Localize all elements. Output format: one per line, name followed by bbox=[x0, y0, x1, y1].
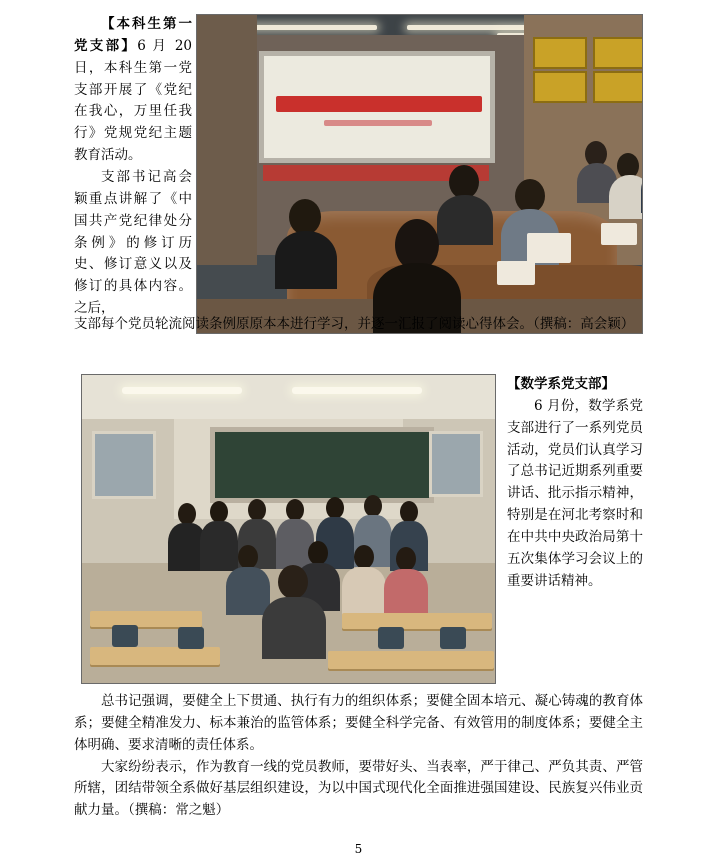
section2-headline: 【数学系党支部】 bbox=[507, 376, 615, 392]
section1-paragraph-1: 6 月 20 日，本科生第一党支部开展了《党纪在我心，万里任我行》党规党纪主题教育活动。 bbox=[74, 37, 193, 164]
section1-left-column bbox=[74, 14, 192, 320]
section2-body bbox=[74, 691, 643, 822]
section1-headline: 【本科生第一党支部】 bbox=[74, 16, 192, 54]
article-section-math-branch bbox=[74, 374, 643, 689]
page-number: 5 bbox=[354, 842, 363, 856]
classroom-photo bbox=[81, 374, 496, 684]
section1-paragraph-2: 支部书记高会颖重点讲解了《中国共产党纪律处分条例》的修订历史、修订意义以及修订的具体内容。之后， bbox=[74, 169, 192, 317]
article-section-undergraduate-branch bbox=[74, 14, 643, 339]
section1-paragraph-3: 支部每个党员轮流阅读条例原原本本进行学习，并逐一汇报了阅读心得体会。（撰稿：高会颖） bbox=[74, 316, 635, 332]
section2-paragraph-3: 大家纷纷表示，作为教育一线的党员教师，要带好头、当表率，严于律己、严负其责、严管所辖，团结带领全系做好基层组织建设，为以中国式现代化全面推进强国建设、民族复兴伟业贡献力量。（撰稿：常之魁） bbox=[74, 758, 643, 819]
section2-right-column bbox=[507, 374, 643, 593]
section2-paragraph-2: 总书记强调，要健全上下贯通、执行有力的组织体系；要健全固本培元、凝心铸魂的教育体系；要健全精准发力、标本兼治的监管体系；要健全科学完备、有效管用的制度体系；要健全主体明确、要求清晰的责任体系。 bbox=[74, 693, 643, 753]
meeting-room-photo bbox=[196, 14, 643, 334]
section2-paragraph-1: 6 月份，数学系党支部进行了一系列党员活动，党员们认真学习了总书记近期系列重要讲话、批示指示精神，特别是在河北考察时和在中共中央政治局第十五次集体学习会议上的重要讲话精神。 bbox=[507, 397, 643, 589]
